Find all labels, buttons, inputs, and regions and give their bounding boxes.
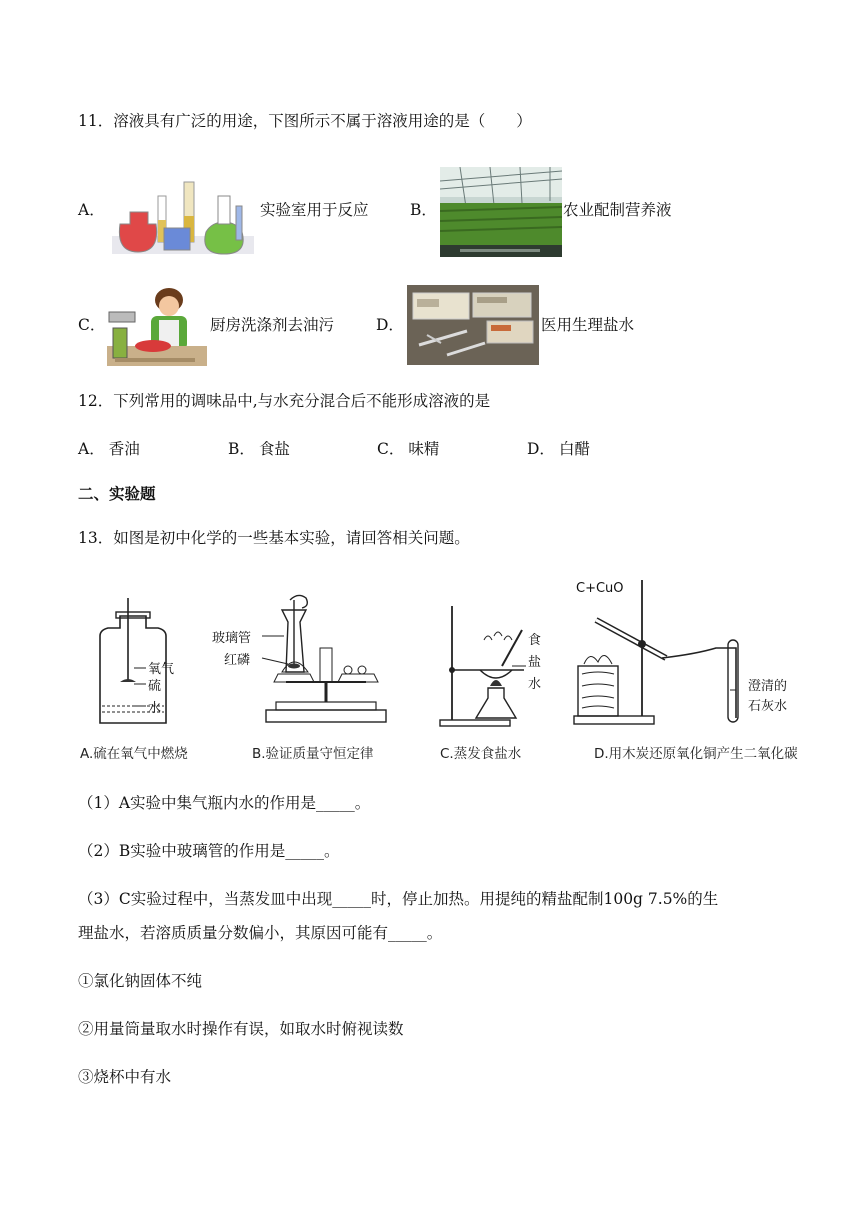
q11-option-b-text: 农业配制营养液 xyxy=(563,201,672,219)
q13-choice-2: ②用量筒量取水时操作有误，如取水时俯视读数 xyxy=(78,1020,404,1038)
q13-sub2: （2）B实验中玻璃管的作用是_____。 xyxy=(78,842,340,860)
q13-sub1: （1）A实验中集气瓶内水的作用是_____。 xyxy=(78,794,371,812)
q11-option-d-letter: D． xyxy=(376,316,404,334)
exp-c-label-3: 水 xyxy=(528,677,542,692)
q13-stem: 13．如图是初中化学的一些基本实验，请回答相关问题。 xyxy=(78,529,470,547)
experiment-b-diagram xyxy=(212,595,386,762)
experiment-d-diagram xyxy=(574,580,798,762)
kitchen-washing-image xyxy=(107,282,207,366)
q11-stem: 11．溶液具有广泛的用途，下图所示不属于溶液用途的是（ ） xyxy=(78,112,532,130)
q13-choice-3: ③烧杯中有水 xyxy=(78,1068,172,1086)
exp-b-label-red-phosphorus: 红磷 xyxy=(224,653,251,668)
lab-glassware-image xyxy=(108,176,258,256)
exp-d-label-reactants: C+CuO xyxy=(576,581,624,596)
exp-a-caption: A.硫在氧气中燃烧 xyxy=(80,746,188,762)
q12-option-b: B． 食盐 xyxy=(228,440,290,458)
exp-d-caption: D.用木炭还原氧化铜产生二氧化碳 xyxy=(594,746,798,762)
q11-option-d-text: 医用生理盐水 xyxy=(541,316,635,334)
experiment-figure xyxy=(76,578,830,770)
exp-a-label-oxygen: 氧气 xyxy=(148,662,175,677)
experiment-c-diagram xyxy=(440,606,541,762)
q11-option-b-letter: B． xyxy=(410,201,437,219)
experiment-a-diagram xyxy=(80,598,188,762)
q13-sub3-line2: 理盐水，若溶质质量分数偏小，其原因可能有_____。 xyxy=(78,924,443,942)
greenhouse-image xyxy=(440,167,562,257)
exp-d-label-limewater-1: 澄清的 xyxy=(748,679,788,694)
exp-a-label-sulfur: 硫 xyxy=(148,679,162,694)
q11-option-a-letter: A． xyxy=(78,201,105,219)
exp-c-caption: C.蒸发食盐水 xyxy=(440,746,522,762)
q11-option-a-text: 实验室用于反应 xyxy=(260,201,369,219)
exp-b-caption: B.验证质量守恒定律 xyxy=(252,746,374,762)
exp-d-label-limewater-2: 石灰水 xyxy=(748,699,788,714)
q13-choice-1: ①氯化钠固体不纯 xyxy=(78,972,203,990)
exp-b-label-glass-tube: 玻璃管 xyxy=(212,631,252,646)
saline-package-image xyxy=(407,285,539,365)
section-title: 二、实验题 xyxy=(78,485,156,503)
q12-option-c: C． 味精 xyxy=(377,440,440,458)
q11-option-c-text: 厨房洗涤剂去油污 xyxy=(210,316,335,334)
q13-sub3-line1: （3）C实验过程中，当蒸发皿中出现_____时，停止加热。用提纯的精盐配制100g 7.5%的生 xyxy=(78,890,719,908)
q12-option-a: A． 香油 xyxy=(78,440,140,458)
exp-c-label-2: 盐 xyxy=(528,655,542,670)
q11-option-c-letter: C． xyxy=(78,316,106,334)
exp-c-label-1: 食 xyxy=(528,633,542,648)
q12-stem: 12．下列常用的调味品中,与水充分混合后不能形成溶液的是 xyxy=(78,392,491,410)
q12-option-d: D． 白醋 xyxy=(527,440,590,458)
exp-a-label-water: 水 xyxy=(148,701,162,716)
